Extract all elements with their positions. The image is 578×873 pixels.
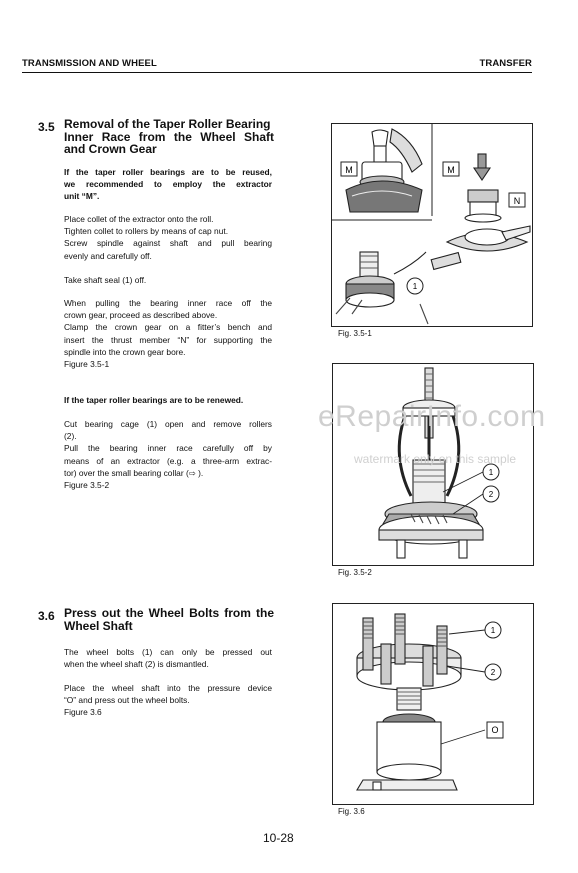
page-number: 10-28 [263,831,294,845]
section-3-5-title: Removal of the Taper Roller Bearing Inner Race from the Wheel Shaft and Crown Gear [64,117,274,156]
renew-note: If the taper roller bearings are to be renewed. [64,395,244,405]
running-header-left: TRANSMISSION AND WHEEL [22,58,157,69]
fig351-callout-1-label: 1 [412,282,418,291]
fig36-callout-1-label: 1 [490,626,496,635]
pressure-device-instructions: Place the wheel shaft into the pressure device “O” and press out the wheel bolts. Figure 3.6 [64,683,272,718]
section-3-5-number: 3.5 [38,120,55,134]
wheel-bolt-note: The wheel bolts (1) can only be pressed out when the wheel shaft (2) is dismantled. [64,647,272,670]
section-3-6-number: 3.6 [38,609,55,623]
fig351-label-m2: M [447,165,455,175]
fig351-label-m1: M [345,165,353,175]
caption-fig-3-6: Fig. 3.6 [338,807,365,816]
crown-gear-instructions: When pulling the bearing inner race off the crown gear, proceed as described above. Clamp the crown gear on a fitter’s bench and insert the thrust member “N” for supporting the spindle into the crown gear bore. Figure 3.5-1 [64,298,272,370]
figure-3-6 [332,603,534,805]
caption-fig-3-5-1: Fig. 3.5-1 [338,329,372,338]
fig351-label-n: N [513,196,521,206]
fig352-callout-1-label: 1 [488,468,494,477]
fig352-callout-2-label: 2 [488,490,494,499]
reuse-note: If the taper roller bearings are to be reused, we recommended to employ the extractor unit “M”. [64,167,272,202]
watermark-sample-note: watermark only on this sample [354,452,517,466]
section-3-6-title: Press out the Wheel Bolts from the Wheel Shaft [64,606,274,633]
fig36-callout-2-label: 2 [490,668,496,677]
fig36-label-o: O [491,725,499,735]
figure-3-5-1-drawing [332,124,532,326]
watermark-brand: eRepairInfo.com [318,400,546,433]
running-header-right: TRANSFER [479,58,532,69]
figure-3-5-1 [331,123,533,327]
header-rule [22,72,532,73]
extractor-instructions: Place collet of the extractor onto the roll. Tighten collet to rollers by means of cap nut. Screw spindle against shaft and pull bearing evenly and carefully off. [64,214,272,261]
caption-fig-3-5-2: Fig. 3.5-2 [338,568,372,577]
shaft-seal-step: Take shaft seal (1) off. [64,275,147,285]
renew-instructions: Cut bearing cage (1) open and remove rollers (2). Pull the bearing inner race carefully off by means of an extractor (e.g. a three-arm extrac- tor) over the small bearing collar (⇨ ). Figure 3.5-2 [64,419,272,491]
figure-3-6-drawing [333,604,533,804]
